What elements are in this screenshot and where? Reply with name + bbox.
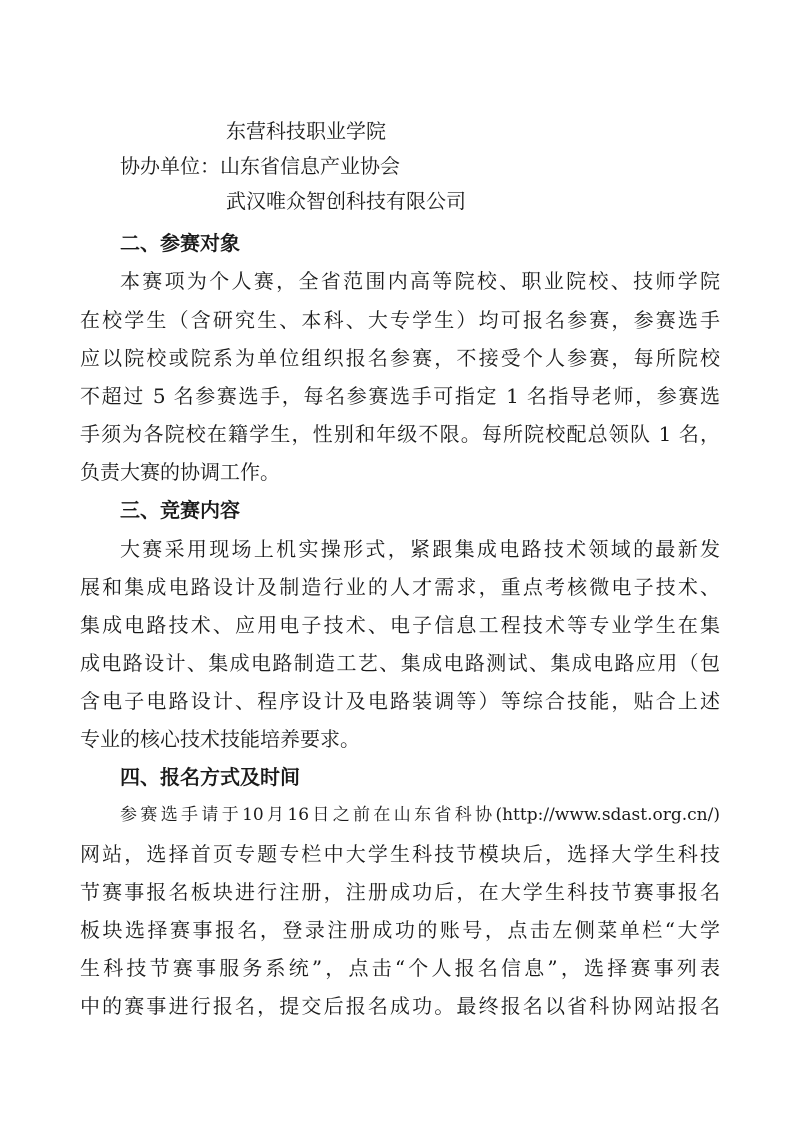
paragraph-line: 含电子电路设计、程序设计及电路装调等）等综合技能，贴合上述 — [80, 689, 720, 713]
paragraph-line: 网站，选择首页专题专栏中大学生科技节模块后，选择大学生科技 — [80, 842, 720, 866]
section-heading-participants: 二、参赛对象 — [120, 231, 240, 255]
paragraph-line: 本赛项为个人赛，全省范围内高等院校、职业院校、技师学院 — [120, 269, 720, 293]
organizer-line-2: 协办单位：山东省信息产业协会 — [120, 154, 400, 178]
organizer-line-1: 东营科技职业学院 — [226, 119, 386, 143]
organizer-line-3: 武汉唯众智创科技有限公司 — [226, 189, 466, 213]
paragraph-line: 成电路设计、集成电路制造工艺、集成电路测试、集成电路应用（包 — [80, 651, 720, 675]
section-heading-content: 三、竞赛内容 — [120, 498, 240, 522]
paragraph-line: 节赛事报名板块进行注册，注册成功后，在大学生科技节赛事报名 — [80, 880, 720, 904]
paragraph-line: 不超过 5 名参赛选手，每名参赛选手可指定 1 名指导老师，参赛选 — [80, 384, 720, 408]
paragraph-line: 展和集成电路设计及制造行业的人才需求，重点考核微电子技术、 — [80, 575, 720, 599]
paragraph-line: 专业的核心技术技能培养要求。 — [80, 727, 360, 751]
paragraph-line: 大赛采用现场上机实操形式，紧跟集成电路技术领域的最新发 — [120, 537, 720, 561]
paragraph-line: 生科技节赛事服务系统”，点击“个人报名信息”，选择赛事列表 — [80, 956, 720, 980]
paragraph-line: 板块选择赛事报名，登录注册成功的账号，点击左侧菜单栏“大学 — [80, 918, 720, 942]
section-heading-registration: 四、报名方式及时间 — [120, 765, 300, 789]
paragraph-line: 手须为各院校在籍学生，性别和年级不限。每所院校配总领队 1 名， — [80, 422, 720, 446]
paragraph-line: 应以院校或院系为单位组织报名参赛，不接受个人参赛，每所院校 — [80, 346, 720, 370]
paragraph-line: 在校学生（含研究生、本科、大专学生）均可报名参赛，参赛选手 — [80, 308, 720, 332]
paragraph-line: 负责大赛的协调工作。 — [80, 460, 280, 484]
paragraph-line: 集成电路技术、应用电子技术、电子信息工程技术等专业学生在集 — [80, 613, 720, 637]
paragraph-line: 参赛选手请于10月16日之前在山东省科协(http://www.sdast.org.cn/) — [120, 805, 720, 825]
paragraph-line: 中的赛事进行报名，提交后报名成功。最终报名以省科协网站报名 — [80, 994, 720, 1018]
